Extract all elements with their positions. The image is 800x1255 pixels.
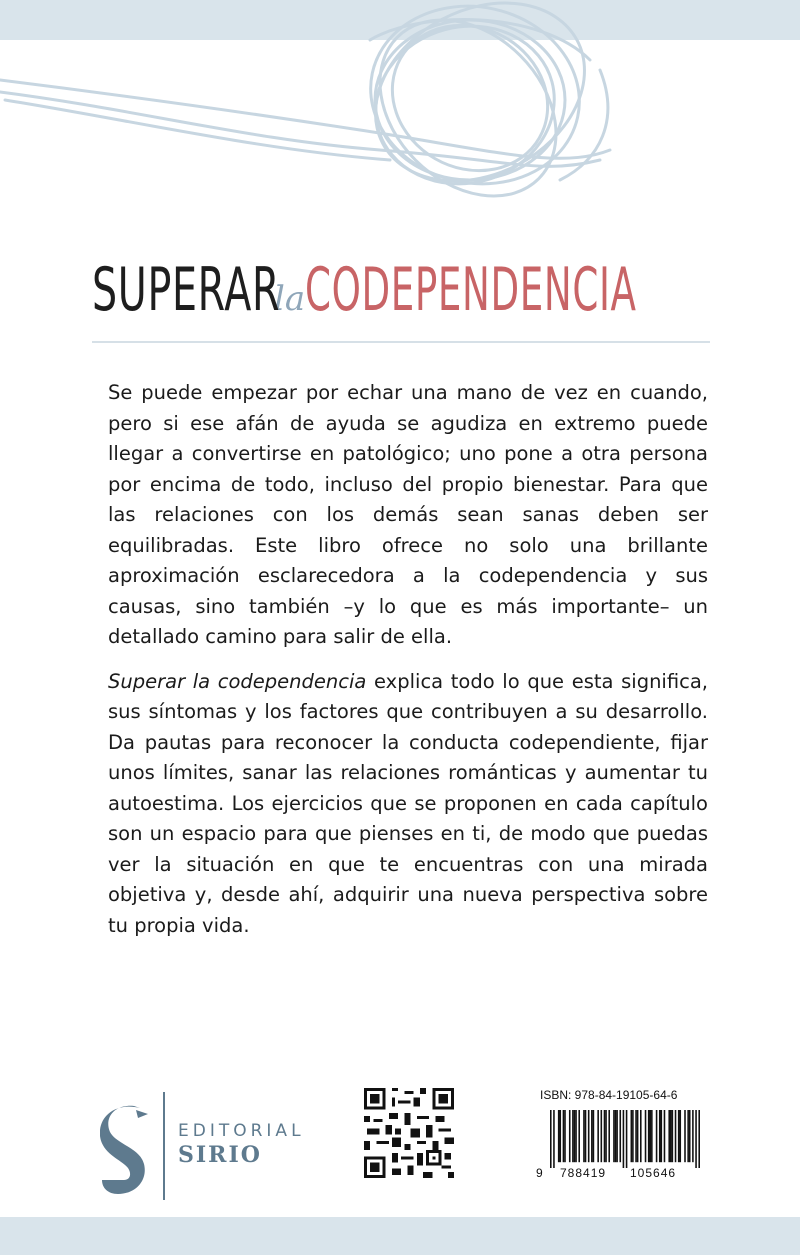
- barcode-bar: [613, 1110, 615, 1162]
- blurb-paragraph-2-text: explica todo lo que esta significa, sus síntomas y los factores que contribuyen a su desarrollo. Da pautas para reconocer la conducta codependiente, fijar unos límites, sanar las relaciones románticas y aumentar tu autoestima. Los ejercicios que se proponen en cada capítulo son un espacio para que pienses en ti, de modo que puedas ver la situación en que te encuentras con una mirada objetiva y, desde ahí, adquirir una nueva perspectiva sobre tu propia vida.: [108, 669, 708, 937]
- barcode-bar: [640, 1110, 642, 1162]
- barcode-bar: [698, 1110, 700, 1168]
- bottom-band: [0, 1217, 800, 1255]
- barcode-bar: [631, 1110, 633, 1162]
- barcode-bar: [678, 1110, 680, 1162]
- barcode-bar: [668, 1110, 670, 1162]
- barcode-bar: [679, 1110, 681, 1162]
- barcode-bar: [626, 1110, 628, 1168]
- barcode-digit-first: 9: [536, 1166, 544, 1180]
- barcode-bar: [585, 1110, 587, 1162]
- barcode-bar: [648, 1110, 650, 1162]
- barcode-bar: [670, 1110, 672, 1162]
- publisher-name-line2: SIRIO: [178, 1142, 262, 1168]
- scribble-swirl-decoration: [0, 0, 800, 240]
- barcode-bar: [558, 1110, 560, 1162]
- barcode-bar: [684, 1110, 686, 1162]
- barcode-bar: [689, 1110, 691, 1162]
- barcode-bar: [675, 1110, 677, 1162]
- title-divider: [92, 341, 710, 343]
- barcode-bar: [563, 1110, 565, 1162]
- barcode-digits-right: 105646: [630, 1166, 677, 1180]
- barcode-digits-left: 788419: [560, 1166, 607, 1180]
- barcode-bar: [553, 1110, 555, 1168]
- barcode-bar: [637, 1110, 639, 1162]
- barcode-bar: [597, 1110, 599, 1162]
- barcode-bar: [672, 1110, 674, 1162]
- title-word-codependencia: CODEPENDENCIA: [305, 255, 637, 325]
- barcode: [550, 1110, 700, 1168]
- barcode-bar: [572, 1110, 574, 1162]
- publisher-name-line1: EDITORIAL: [178, 1121, 305, 1141]
- barcode-bar: [656, 1110, 658, 1162]
- isbn-label: ISBN: 978-84-19105-64-6: [540, 1088, 678, 1102]
- barcode-bar: [695, 1110, 697, 1168]
- barcode-bar: [651, 1110, 653, 1162]
- back-cover-blurb: [108, 378, 708, 955]
- barcode-bar: [692, 1110, 694, 1162]
- blurb-paragraph-1: Se puede empezar por echar una mano de vez en cuando, pero si ese afán de ayuda se agudiza en extremo puede llegar a convertirse en patológico; uno pone a otra persona por encima de todo, incluso del propio bienestar. Para que las relaciones con los demás sean sanas deben ser equilibradas. Este libro ofrece no solo una brillante aproximación esclarecedora a la codependencia y sus causas, sino también –y lo que es más importante– un detallado camino para salir de ella.: [108, 381, 708, 648]
- barcode-bar: [604, 1110, 606, 1162]
- barcode-bar: [687, 1110, 689, 1162]
- barcode-bar: [591, 1110, 593, 1162]
- isbn-barcode-block: [532, 1088, 702, 1184]
- barcode-bar: [632, 1110, 634, 1162]
- blurb-paragraph-2: [108, 667, 708, 942]
- barcode-bar: [659, 1110, 661, 1162]
- barcode-bar: [635, 1110, 637, 1162]
- blurb-italic-title: Superar la codependencia: [108, 669, 367, 693]
- barcode-bar: [593, 1110, 595, 1162]
- book-title: [92, 250, 712, 330]
- barcode-bar: [605, 1110, 607, 1162]
- title-word-la: la: [274, 279, 306, 319]
- barcode-bar: [575, 1110, 577, 1162]
- barcode-bar: [623, 1110, 625, 1168]
- barcode-bar: [559, 1110, 561, 1162]
- logo-divider: [163, 1092, 165, 1200]
- barcode-bar: [601, 1110, 603, 1162]
- barcode-bar: [569, 1110, 571, 1162]
- barcode-bar: [664, 1110, 666, 1162]
- barcode-bar: [564, 1110, 566, 1162]
- publisher-logo: [100, 1090, 330, 1200]
- title-word-superar: SUPERAR: [92, 255, 281, 325]
- barcode-bar: [619, 1110, 621, 1162]
- barcode-bar: [588, 1110, 590, 1162]
- barcode-bar: [645, 1110, 647, 1162]
- barcode-bar: [608, 1110, 610, 1162]
- barcode-bar: [615, 1110, 617, 1162]
- barcode-bar: [661, 1110, 663, 1162]
- barcode-bar: [574, 1110, 576, 1162]
- barcode-bar: [616, 1110, 618, 1162]
- barcode-bar: [550, 1110, 552, 1168]
- barcode-bar: [578, 1110, 580, 1162]
- barcode-bar: [583, 1110, 585, 1162]
- barcode-bar: [649, 1110, 651, 1162]
- qr-code: [364, 1088, 454, 1178]
- swan-icon: [100, 1104, 152, 1196]
